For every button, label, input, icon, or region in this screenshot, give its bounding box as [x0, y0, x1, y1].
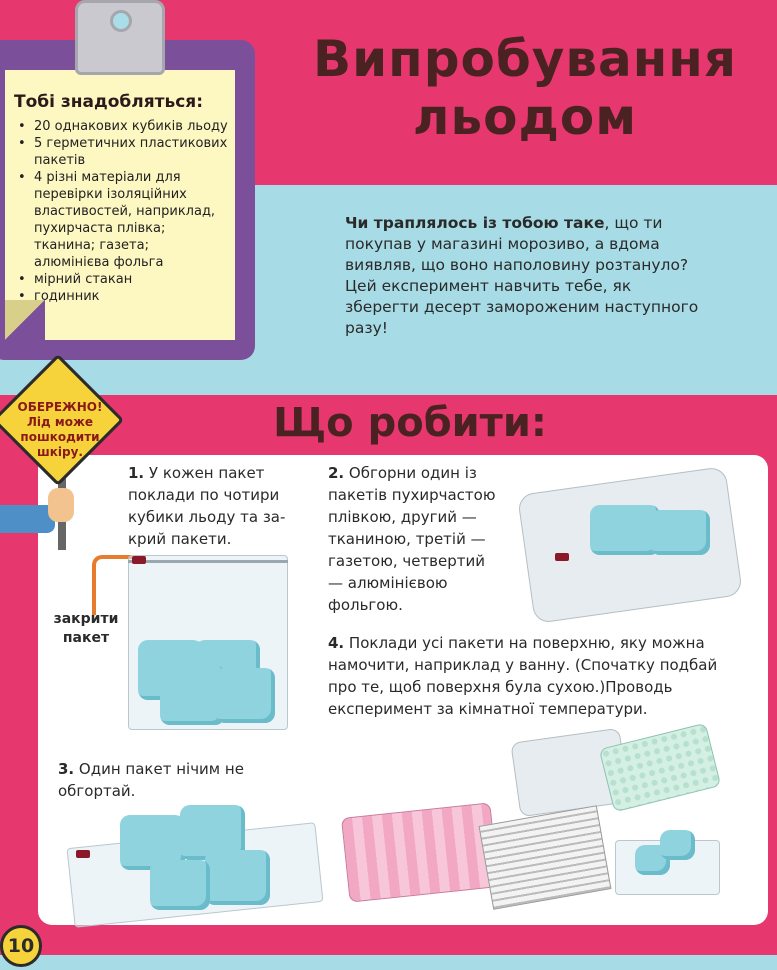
needs-item: • 20 однакових кубиків льоду — [18, 118, 228, 135]
arm-illustration — [0, 505, 55, 533]
ice-cube — [660, 830, 695, 860]
ice-cube — [150, 860, 210, 910]
bag-tag — [132, 556, 146, 564]
warning-text: ОБЕРЕЖНО! Лід може пошкодити шкіру. — [17, 400, 103, 459]
step-1-number: 1. — [128, 464, 145, 482]
page-number: 10 — [0, 925, 42, 967]
ice-cube — [205, 850, 270, 905]
paper-fold — [5, 300, 45, 340]
step-2-number: 2. — [328, 464, 345, 482]
step-3 — [58, 758, 248, 802]
needs-item: • мірний стакан — [18, 271, 228, 288]
step-3-number: 3. — [58, 760, 75, 778]
hand-illustration — [48, 488, 74, 522]
step-1-text: У кожен пакет поклади по чотири кубики льоду та закрий пакети. — [128, 464, 286, 548]
intro-paragraph — [345, 213, 700, 339]
needs-title: Тобі знадобляться: — [14, 92, 204, 112]
bag-tag — [555, 553, 569, 561]
fabric-package — [341, 802, 499, 902]
step-3-text: Один пакет нічим не обгортай. — [58, 760, 244, 800]
needs-item: • годинник — [18, 288, 228, 305]
needs-item: • 5 герметичних пластикових пакетів — [18, 135, 228, 169]
ice-cube — [650, 510, 710, 555]
intro-rest: , що ти покупав у магазині морозиво, а вдома виявляв, що воно наполовину розтануло? Цей експеримент навчить тебе, як зберегти десерт замороженим наступного разу! — [345, 214, 699, 337]
step-2 — [328, 462, 498, 616]
needs-item: • 4 різні матеріали для перевірки ізоляційних властивостей, наприклад, пухирчаста плівка; тканина; газета; алюмінієва фольга — [18, 169, 228, 271]
ice-cube — [215, 668, 275, 723]
step-4 — [328, 632, 738, 720]
clip-hole — [110, 10, 132, 32]
arrow-pointer — [92, 555, 132, 615]
bag-seal — [128, 560, 288, 563]
bag-tag — [76, 850, 90, 858]
step-4-number: 4. — [328, 634, 345, 652]
intro-lead: Чи траплялось із тобою таке — [345, 214, 605, 232]
step-4-text: Поклади усі пакети на поверхню, яку можна намочити, наприклад у ванну. (Спочатку подбай про те, щоб поверхня була сухою.)Проводь експеримент за кімнатної температури. — [328, 634, 718, 718]
step-1 — [128, 462, 298, 550]
page-title: Випробування льодом — [313, 30, 737, 146]
section-title: Що робити: — [273, 400, 547, 446]
needs-list — [18, 118, 228, 305]
close-bag-label: закрити пакет — [53, 611, 119, 646]
step-2-text: Обгорни один із пакетів пухирчастою плівкою, другий — тканиною, третій — газетою, четвертий — алюмінієвою фольгою. — [328, 464, 496, 614]
